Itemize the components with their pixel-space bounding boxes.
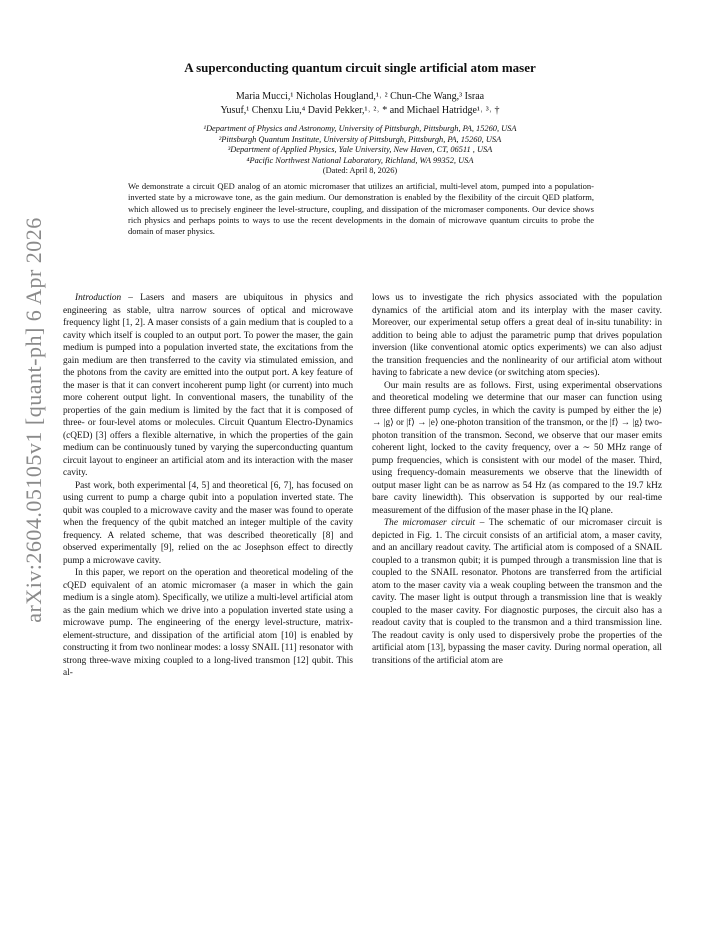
- right-column: [372, 292, 662, 667]
- dated-line: (Dated: April 8, 2026): [322, 166, 398, 176]
- affiliation-1: ¹Department of Physics and Astronomy, University of Pittsburgh, Pittsburgh, PA, 15260, USA: [203, 124, 517, 133]
- affiliation-2: ²Pittsburgh Quantum Institute, University of Pittsburgh, Pittsburgh, PA, 15260, USA: [218, 134, 502, 144]
- author-list: [180, 90, 540, 117]
- intro-paragraph: [63, 292, 353, 480]
- abstract: We demonstrate a circuit QED analog of an atomic micromaser that utilizes an artificial, multi-level atom, pumped into a population-inverted state by a microwave tone, as the gain medium. Our demonstration is enabled by the flexibility of the circuit QED platform, which allowed us to precisely engineer the level-structure, coupling, and dissipation of the micromaser components. Our device shows rich physics and perhaps points to ways to use the recent developments in the domain of microwave quantum circuits to probe the domain of maser physics.: [128, 181, 594, 237]
- main-results-paragraph: Our main results are as follows. First, using experimental observations and theoretical modeling we determine that our maser can function using three different pump cycles, in which the cavity is pumped by either the |e⟩ → |g⟩ or |f⟩ → |e⟩ one-photon transition of the transmon, or the |f⟩ → |g⟩ two-photon transition of the transmon. Second, we observe that our maser emits coherent light, locked to the cavity frequency, over a ∼ 50 MHz range of pump frequencies, which is consistent with our model of the maser. Third, using frequency-domain measurements we observe that the linewidth of output maser light can be as narrow as 54 Hz (as compared to the 19.7 kHz bare cavity linewidth). This observation is supported by our real-time measurement of the diffusion of the maser phase in the IQ plane.: [372, 380, 662, 516]
- micromaser-circuit-text: The schematic of our micromaser circuit is depicted in Fig. 1. The circuit consists of an artificial atom, a maser cavity, and an ancillary readout cavity. The artificial atom is composed of a SNAIL coupled to a transmon qubit; it is pumped through a transmission line that is coupled to the SNAIL resonator. Photons are transferred from the artificial atom to the maser cavity via a weak coupling between the transmon and the cavity. The maser light is output through a transmission line that is weakly coupled to the maser cavity. For diagnostic purposes, the circuit also has a readout cavity that is coupled to the transmon and a third transmission line. The readout cavity is only used to dispersively probe the properties of the artificial atom [13], bypassing the maser cavity. During normal operation, all transitions of the artificial atom are: [372, 518, 662, 666]
- authors-line-1: Maria Mucci,¹ Nicholas Hougland,¹˒ ² Chun-Che Wang,³ Israa: [235, 91, 485, 102]
- arxiv-identifier: arXiv:2604.05105v1 [quant-ph] 6 Apr 2026: [21, 217, 46, 623]
- left-column: [63, 292, 353, 680]
- paper-title: A superconducting quantum circuit single artificial atom maser: [184, 60, 536, 75]
- arxiv-sidebar: [14, 200, 54, 640]
- micromaser-circuit-paragraph: [372, 517, 662, 667]
- this-paper-paragraph: In this paper, we report on the operation and theoretical modeling of the cQED equivalent of an atomic micromaser (a maser in which the gain medium is a single atom). Specifically, we utilize a multi-level artificial atom as the gain medium which we drive into a population inverted state using a microwave pump. The engineering of the energy level-structure, matrix-element-structure, and dissipation of the artificial atom [10] is enabled by constructing it from two nonlinear modes: a lossy SNAIL [11] resonator with strong three-wave mixing coupled to a long-lived transmon [12] qubit. This al-: [63, 568, 353, 678]
- affiliation-3: ³Department of Applied Physics, Yale University, New Haven, CT, 06511 , USA: [227, 145, 493, 155]
- intro-text: Lasers and masers are ubiquitous in physics and engineering as stable, ultra narrow sources of optical and microwave frequency light [1, 2]. A maser consists of a gain medium that is coupled to a cavity which itself is coupled to an output port. To power the maser, the gain medium is pumped into a population inverted state, the excitations from the gain medium are then transferred to the cavity via stimulated emission, and the photons from the cavity are emitted into the output port. A key feature of the maser is that it can convert incoherent pump light (or current) into much more coherent output light. In conventional masers, the tunability of the properties of the gain medium is limited by the fact that it is composed of three- or four-level atoms or molecules. Circuit Quantum Electro-Dynamics (cQED) [3] offers a flexible alternative, in which the properties of the gain medium can be continuously tuned by varying the superconducting quantum circuit layout to engineer an artificial atom and its interaction with the maser cavity.: [63, 293, 354, 478]
- affiliation-4: ⁴Pacific Northwest National Laboratory, Richland, WA 99352, USA: [246, 155, 474, 165]
- past-work-paragraph: Past work, both experimental [4, 5] and theoretical [6, 7], has focused on using current to pump a charge qubit into a population inverted state. The qubit was coupled to a microwave cavity and the maser was found to operate when the frequency of the qubit matched an integer multiple of the cavity frequency. A related scheme, that was described theoretically [8] and observed experimentally [9], relied on the ac Josephson effect to directly pump a microwave cavity.: [63, 480, 353, 566]
- affiliations: [90, 124, 630, 177]
- authors-line-2: Yusuf,¹ Chenxu Liu,⁴ David Pekker,¹˒ ²˒ * and Michael Hatridge¹˒ ³˒ †: [220, 104, 500, 116]
- section-lead-micromaser-circuit: The micromaser circuit –: [384, 518, 485, 528]
- section-lead-introduction: Introduction –: [75, 293, 133, 303]
- continued-paragraph: lows us to investigate the rich physics associated with the population dynamics of the artificial atom and its interplay with the maser cavity. Moreover, our experimental setup offers a great deal of in-situ tunability: in addition to being able to adjust the parametric pump that drives population inversion (like conventional atomic optics experiments) we can also adjust the transition frequencies and the nonlinearity of our artificial atom without having to fabricate a new device (or switching atom species).: [372, 293, 662, 378]
